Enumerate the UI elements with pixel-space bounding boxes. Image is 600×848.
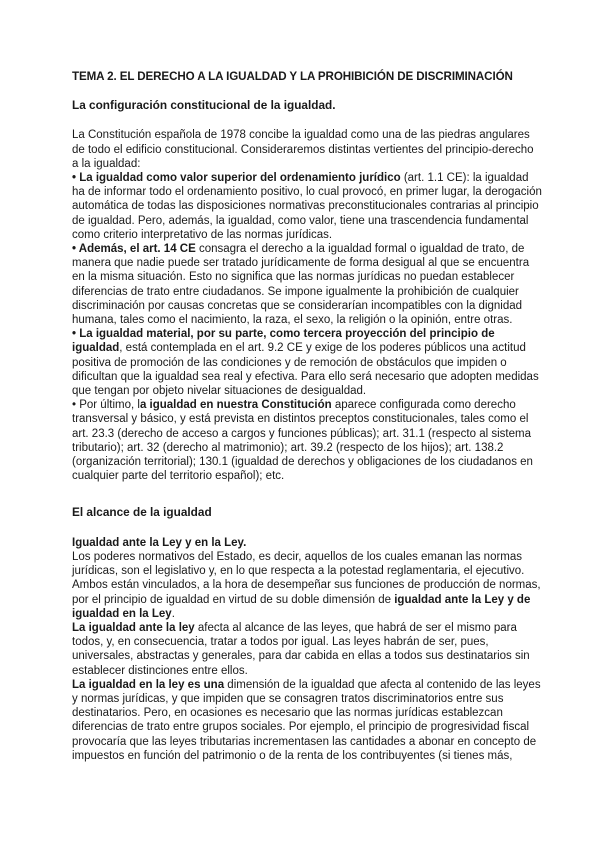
section-heading-configuracion: La configuración constitucional de la igualdad. — [72, 98, 336, 113]
paragraph-bullet-valor-superior — [72, 171, 542, 242]
paragraph-text: consagra el derecho a la igualdad formal o igualdad de trato, de manera que nadie puede ser tratado jurídicamente de forma desigual al que se encuentra en la misma situación. Esto no significa que las normas jurídicas no puedan establecer diferencias de trato entre ciudadanos. Se impone igualmente la prohibición de cualquier discriminación por causas concretas que se considerarían incompatibles con la dignidad humana, tales como el nacimiento, la raza, el sexo, la religión o la opinión, entre otras. — [72, 243, 530, 327]
paragraph-text: • Por último, l — [72, 399, 140, 412]
bold-phrase: a igualdad en nuestra Constitución — [139, 399, 332, 412]
paragraph-poderes-normativos — [72, 550, 542, 621]
section-heading-alcance: El alcance de la igualdad — [72, 505, 212, 520]
paragraph-text: (art. 1.1 CE): la igualdad ha de informar todo el ordenamiento positivo, lo cual provocó, en primer lugar, la derogación automática de todas las disposiciones normativas preconstitucionales contrarias al principio de igualdad. Pero, además, la igualdad, como valor, tiene una trascendencia fundamental como criterio interpretativo de las normas jurídicas. — [72, 172, 542, 241]
paragraph-intro: La Constitución española de 1978 concibe la igualdad como una de las piedras angulares de todo el edificio constitucional. Consideraremos distintas vertientes del principio-derecho a la igualdad: — [72, 129, 534, 170]
paragraph-bullet-constitucion — [72, 398, 542, 483]
bold-phrase: • La igualdad como valor superior del ordenamiento jurídico — [72, 172, 401, 185]
bold-phrase: La igualdad ante la ley — [72, 621, 195, 634]
page-title: TEMA 2. EL DERECHO A LA IGUALDAD Y LA PROHIBICIÓN DE DISCRIMINACIÓN — [72, 70, 513, 83]
paragraph-text: aparece configurada como derecho transversal y básico, y está prevista en distintos preceptos constitucionales, tales como el art. 23.3 (derecho de acceso a cargos y funciones públicas); art. 31.1 (respecto al sistema tributario); art. 32 (derecho al matrimonio); art. 39.2 (respecto de los hijos); art. 138.2 (organización territorial); 130.1 (igualdad de derechos y obligaciones de los ciudadanos en cualquier parte del territorio español); etc. — [72, 399, 533, 483]
paragraph-text: afecta al alcance de las leyes, que habrá de ser el mismo para todos, y, en consecuencia, tratar a todos por igual. Las leyes habrán de ser, pues, universales, abstractas y generales, para dar cabida en ellas a todos sus destinatarios sin establecer distinciones entre ellos. — [72, 621, 530, 677]
document-page — [72, 70, 542, 763]
bold-phrase: • La igualdad material, por su parte, como tercera proyección del principio de igualdad — [72, 328, 495, 355]
paragraph-igualdad-ante-la-ley — [72, 621, 542, 678]
paragraph-text: Los poderes normativos del Estado, es decir, aquellos de los cuales emanan las normas jurídicas, son el legislativo y, en lo que respecta a la potestad reglamentaria, el ejecutivo. Ambos están vinculados, a la hora de desempeñar sus funciones de producción de normas, por el principio de igualdad en virtud de su doble dimensión de — [72, 550, 541, 606]
paragraph-text: . — [171, 607, 175, 620]
bold-phrase: igualdad ante la Ley y de igualdad en la Ley — [72, 593, 531, 620]
bold-phrase: La igualdad en la ley es una — [72, 678, 225, 691]
bold-phrase: • Además, el art. 14 CE — [72, 243, 196, 256]
paragraph-bullet-art14 — [72, 242, 542, 327]
paragraph-bullet-igualdad-material — [72, 327, 542, 398]
subheading-igualdad-ante-y-en-la-ley: Igualdad ante la Ley y en la Ley. — [72, 536, 247, 549]
paragraph-text: dimensión de la igualdad que afecta al contenido de las leyes y normas jurídicas, y que impiden que se consagren tratos discriminatorios entre sus destinatarios. Pero, en ocasiones es necesario que las normas jurídicas establezcan diferencias de trato entre grupos sociales. Por ejemplo, el principio de progresividad fiscal provocaría que las leyes tributarias incrementasen las cantidades a abonar en concepto de impuestos en función del patrimonio o de la renta de los contribuyentes (si tienes más, — [72, 678, 541, 762]
paragraph-text: , está contemplada en el art. 9.2 CE y exige de los poderes públicos una actitud positiva de promoción de las condiciones y de remoción de obstáculos que impiden o dificultan que la igualdad sea real y efectiva. Para ello será necesario que adopten medidas que tengan por objeto nivelar situaciones de desigualdad. — [72, 342, 539, 398]
paragraph-igualdad-en-la-ley — [72, 678, 542, 763]
